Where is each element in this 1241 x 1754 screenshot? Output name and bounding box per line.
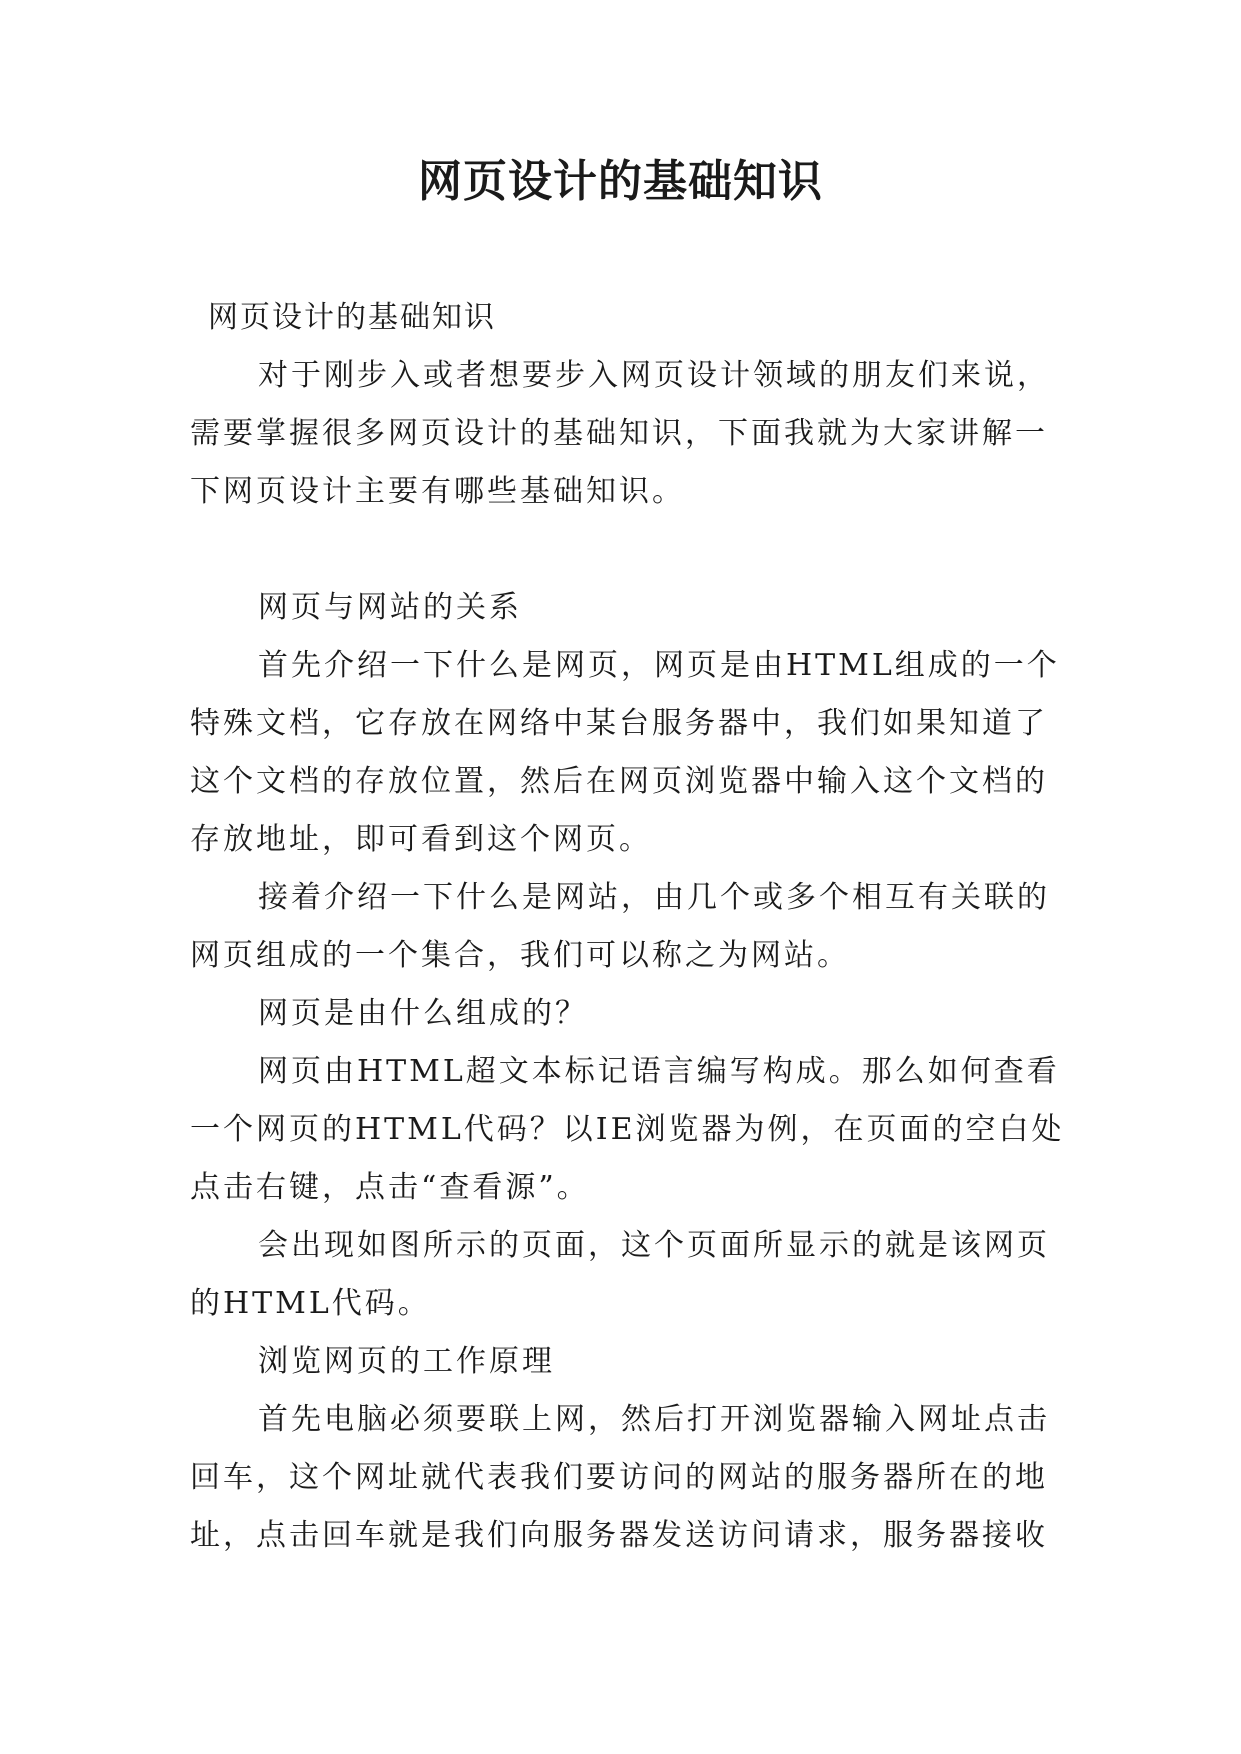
section-heading: 网页是由什么组成的？ bbox=[258, 996, 588, 1031]
paragraph-line: 需要掌握很多网页设计的基础知识，下面我就为大家讲解一 bbox=[190, 416, 1048, 451]
paragraph-line: 首先电脑必须要联上网，然后打开浏览器输入网址点击 bbox=[258, 1402, 1050, 1437]
paragraph-line: 下网页设计主要有哪些基础知识。 bbox=[190, 474, 685, 509]
paragraph-line: 这个文档的存放位置，然后在网页浏览器中输入这个文档的 bbox=[190, 764, 1048, 799]
paragraph-line: 首先介绍一下什么是网页，网页是由HTML组成的一个 bbox=[258, 648, 1060, 683]
paragraph-line: 点击右键，点击“查看源”。 bbox=[190, 1170, 590, 1205]
paragraph-line: 一个网页的HTML代码？以IE浏览器为例，在页面的空白处 bbox=[190, 1112, 1065, 1147]
paragraph-line: 会出现如图所示的页面，这个页面所显示的就是该网页 bbox=[258, 1228, 1050, 1263]
section-heading: 网页设计的基础知识 bbox=[208, 300, 496, 335]
paragraph-line: 存放地址，即可看到这个网页。 bbox=[190, 822, 652, 857]
paragraph-line: 网页由HTML超文本标记语言编写构成。那么如何查看 bbox=[258, 1054, 1060, 1089]
document-title: 网页设计的基础知识 bbox=[418, 156, 823, 207]
section-heading: 网页与网站的关系 bbox=[258, 590, 522, 625]
paragraph-line: 的HTML代码。 bbox=[190, 1286, 431, 1321]
paragraph-line: 特殊文档，它存放在网络中某台服务器中，我们如果知道了 bbox=[190, 706, 1048, 741]
paragraph-line: 回车，这个网址就代表我们要访问的网站的服务器所在的地 bbox=[190, 1460, 1048, 1495]
paragraph-line: 对于刚步入或者想要步入网页设计领域的朋友们来说， bbox=[258, 358, 1050, 393]
paragraph-line: 址，点击回车就是我们向服务器发送访问请求，服务器接收 bbox=[190, 1518, 1048, 1553]
paragraph-line: 网页组成的一个集合，我们可以称之为网站。 bbox=[190, 938, 850, 973]
section-heading: 浏览网页的工作原理 bbox=[258, 1344, 555, 1379]
paragraph-line: 接着介绍一下什么是网站，由几个或多个相互有关联的 bbox=[258, 880, 1050, 915]
